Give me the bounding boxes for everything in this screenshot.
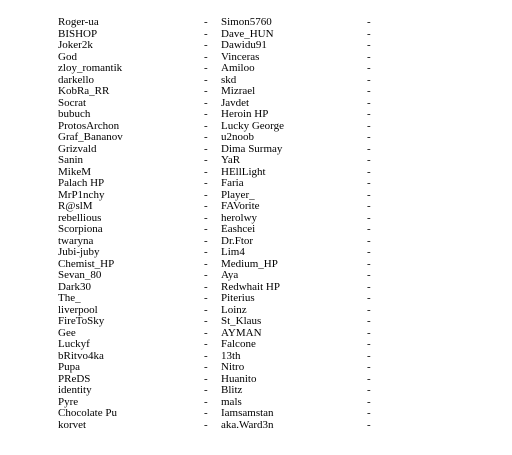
player-left-name: Pyre xyxy=(58,396,79,408)
separator-dash: - xyxy=(204,120,208,132)
player-right-name: Nitro xyxy=(221,362,245,373)
pair-row xyxy=(58,224,384,236)
player-left-name: Gee xyxy=(58,327,76,339)
player-left-name: ProtosArchon xyxy=(58,120,120,132)
player-right-name: YaR xyxy=(221,155,241,166)
pair-row xyxy=(58,63,384,75)
pair-row xyxy=(58,408,384,420)
separator-dash: - xyxy=(204,40,208,51)
player-right-name: Loinz xyxy=(221,304,247,316)
pair-row xyxy=(58,98,384,110)
separator-dash: - xyxy=(367,201,371,212)
separator-dash: - xyxy=(204,396,208,408)
separator-dash: - xyxy=(204,339,208,350)
player-right-name: Simon5760 xyxy=(221,17,272,28)
pair-row xyxy=(58,144,384,156)
separator-dash: - xyxy=(204,143,208,155)
separator-dash: - xyxy=(367,304,371,316)
separator-dash: - xyxy=(367,51,371,63)
pair-row xyxy=(58,328,384,340)
player-right-name: Iamsamstan xyxy=(221,408,274,419)
separator-dash: - xyxy=(367,17,371,28)
player-right-name: aka.Ward3n xyxy=(221,419,274,431)
player-left-name: BISHOP xyxy=(58,28,98,40)
separator-dash: - xyxy=(204,258,208,270)
player-left-name: Pupa xyxy=(58,362,80,373)
pair-row xyxy=(58,374,384,386)
player-right-name: Dawidu91 xyxy=(221,40,267,51)
player-right-name: Lucky George xyxy=(221,120,285,132)
separator-dash: - xyxy=(367,97,371,109)
player-left-name: Scorpiona xyxy=(58,224,103,235)
separator-dash: - xyxy=(367,235,371,247)
player-right-name: skd xyxy=(221,74,237,86)
pair-row xyxy=(58,236,384,248)
separator-dash: - xyxy=(204,201,208,212)
player-right-name: u2noob xyxy=(221,132,254,143)
pair-row xyxy=(58,270,384,282)
player-left-name: Palach HP xyxy=(58,178,105,189)
separator-dash: - xyxy=(367,63,371,74)
separator-dash: - xyxy=(204,316,208,327)
pair-row xyxy=(58,75,384,87)
separator-dash: - xyxy=(367,339,371,350)
player-left-name: Socrat xyxy=(58,97,87,109)
player-right-name: St_Klaus xyxy=(221,316,262,327)
pair-row xyxy=(58,121,384,133)
player-left-name: Sanin xyxy=(58,155,84,166)
pair-row xyxy=(58,29,384,41)
separator-dash: - xyxy=(367,419,371,431)
separator-dash: - xyxy=(367,212,371,224)
player-left-name: Joker2k xyxy=(58,40,93,51)
pair-row xyxy=(58,86,384,98)
player-left-name: korvet xyxy=(58,419,87,431)
pair-row xyxy=(58,17,384,29)
player-left-name: zloy_romantik xyxy=(58,63,123,74)
player-left-name: Dark30 xyxy=(58,281,91,293)
player-left-name: identity xyxy=(58,385,92,396)
player-left-name: Chemist_HP xyxy=(58,258,115,270)
player-pairs-body xyxy=(58,17,384,431)
separator-dash: - xyxy=(204,17,208,28)
player-left-name: twaryna xyxy=(58,235,94,247)
separator-dash: - xyxy=(367,109,371,120)
pair-row xyxy=(58,132,384,144)
player-right-name: Piterius xyxy=(221,293,255,304)
separator-dash: - xyxy=(204,28,208,40)
separator-dash: - xyxy=(367,155,371,166)
separator-dash: - xyxy=(204,224,208,235)
separator-dash: - xyxy=(367,258,371,270)
separator-dash: - xyxy=(204,235,208,247)
separator-dash: - xyxy=(367,373,371,385)
pair-row xyxy=(58,190,384,202)
player-left-name: Graf_Bananov xyxy=(58,132,123,143)
player-right-name: 13th xyxy=(221,350,241,362)
separator-dash: - xyxy=(367,316,371,327)
separator-dash: - xyxy=(367,350,371,362)
separator-dash: - xyxy=(204,293,208,304)
pair-row xyxy=(58,52,384,64)
separator-dash: - xyxy=(204,327,208,339)
pair-row xyxy=(58,40,384,52)
player-left-name: bRitvo4ka xyxy=(58,350,104,362)
player-left-name: R@slM xyxy=(58,201,93,212)
separator-dash: - xyxy=(367,224,371,235)
pair-row xyxy=(58,213,384,225)
separator-dash: - xyxy=(204,350,208,362)
separator-dash: - xyxy=(204,132,208,143)
pair-row xyxy=(58,351,384,363)
player-right-name: Faria xyxy=(221,178,244,189)
player-right-name: Heroin HP xyxy=(221,109,269,120)
pair-row xyxy=(58,316,384,328)
separator-dash: - xyxy=(204,166,208,178)
separator-dash: - xyxy=(367,74,371,86)
player-left-name: Grizvald xyxy=(58,143,97,155)
player-left-name: KobRa_RR xyxy=(58,86,110,97)
separator-dash: - xyxy=(367,281,371,293)
separator-dash: - xyxy=(204,385,208,396)
separator-dash: - xyxy=(367,408,371,419)
player-left-name: MrP1nchy xyxy=(58,189,105,201)
player-right-name: Javdet xyxy=(221,97,250,109)
pair-row xyxy=(58,178,384,190)
pair-row xyxy=(58,259,384,271)
separator-dash: - xyxy=(204,109,208,120)
separator-dash: - xyxy=(204,270,208,281)
separator-dash: - xyxy=(204,51,208,63)
player-right-name: mals xyxy=(221,396,242,408)
separator-dash: - xyxy=(367,293,371,304)
separator-dash: - xyxy=(204,189,208,201)
pair-row xyxy=(58,282,384,294)
pair-row xyxy=(58,247,384,259)
player-left-name: God xyxy=(58,51,77,63)
separator-dash: - xyxy=(367,86,371,97)
player-left-name: rebellious xyxy=(58,212,102,224)
player-right-name: AYMAN xyxy=(221,327,262,339)
separator-dash: - xyxy=(367,396,371,408)
separator-dash: - xyxy=(367,327,371,339)
separator-dash: - xyxy=(204,362,208,373)
player-left-name: liverpool xyxy=(58,304,98,316)
player-right-name: Redwhait HP xyxy=(221,281,280,293)
separator-dash: - xyxy=(204,63,208,74)
pair-row xyxy=(58,293,384,305)
player-right-name: Dave_HUN xyxy=(221,28,274,40)
separator-dash: - xyxy=(204,373,208,385)
player-left-name: Sevan_80 xyxy=(58,270,102,281)
player-right-name: Dima Surmay xyxy=(221,143,283,155)
separator-dash: - xyxy=(204,408,208,419)
separator-dash: - xyxy=(204,212,208,224)
player-left-name: Chocolate Pu xyxy=(58,408,117,419)
separator-dash: - xyxy=(367,166,371,178)
player-right-name: Player_ xyxy=(221,189,255,201)
player-left-name: FireToSky xyxy=(58,316,105,327)
player-right-name: Falcone xyxy=(221,339,256,350)
pair-row xyxy=(58,155,384,167)
player-left-name: darkello xyxy=(58,74,95,86)
player-right-name: Aya xyxy=(221,270,239,281)
pair-row xyxy=(58,167,384,179)
separator-dash: - xyxy=(204,247,208,258)
player-left-name: The_ xyxy=(58,293,81,304)
player-right-name: FAVorite xyxy=(221,201,260,212)
player-right-name: Lim4 xyxy=(221,247,245,258)
separator-dash: - xyxy=(204,304,208,316)
separator-dash: - xyxy=(367,132,371,143)
player-left-name: Luckyf xyxy=(58,339,90,350)
player-right-name: Èashcei xyxy=(221,224,256,235)
pair-row xyxy=(58,305,384,317)
separator-dash: - xyxy=(204,97,208,109)
pair-row xyxy=(58,420,384,432)
player-left-name: Roger-ua xyxy=(58,17,99,28)
player-right-name: HEllLight xyxy=(221,166,266,178)
player-right-name: Huanito xyxy=(221,373,257,385)
separator-dash: - xyxy=(367,362,371,373)
pair-row xyxy=(58,339,384,351)
pair-row xyxy=(58,385,384,397)
player-right-name: Vinceras xyxy=(221,51,260,63)
separator-dash: - xyxy=(367,247,371,258)
player-right-name: Mizrael xyxy=(221,86,256,97)
player-left-name: PReDS xyxy=(58,373,91,385)
separator-dash: - xyxy=(204,86,208,97)
separator-dash: - xyxy=(367,120,371,132)
separator-dash: - xyxy=(204,74,208,86)
separator-dash: - xyxy=(367,143,371,155)
pair-row xyxy=(58,362,384,374)
pair-row xyxy=(58,397,384,409)
player-right-name: Amiloo xyxy=(221,63,255,74)
player-right-name: Medium_HP xyxy=(221,258,278,270)
player-right-name: herolwy xyxy=(221,212,258,224)
player-left-name: MikeM xyxy=(58,166,91,178)
player-left-name: Jubi-juby xyxy=(58,247,100,258)
separator-dash: - xyxy=(367,40,371,51)
separator-dash: - xyxy=(367,385,371,396)
separator-dash: - xyxy=(367,189,371,201)
separator-dash: - xyxy=(367,178,371,189)
separator-dash: - xyxy=(204,155,208,166)
player-pairs-table xyxy=(58,17,384,431)
player-right-name: Dr.Ftor xyxy=(221,235,254,247)
separator-dash: - xyxy=(204,281,208,293)
separator-dash: - xyxy=(367,28,371,40)
pair-row xyxy=(58,201,384,213)
player-left-name: bubuch xyxy=(58,109,91,120)
separator-dash: - xyxy=(367,270,371,281)
player-right-name: Blitz xyxy=(221,385,243,396)
separator-dash: - xyxy=(204,178,208,189)
pair-row xyxy=(58,109,384,121)
separator-dash: - xyxy=(204,419,208,431)
